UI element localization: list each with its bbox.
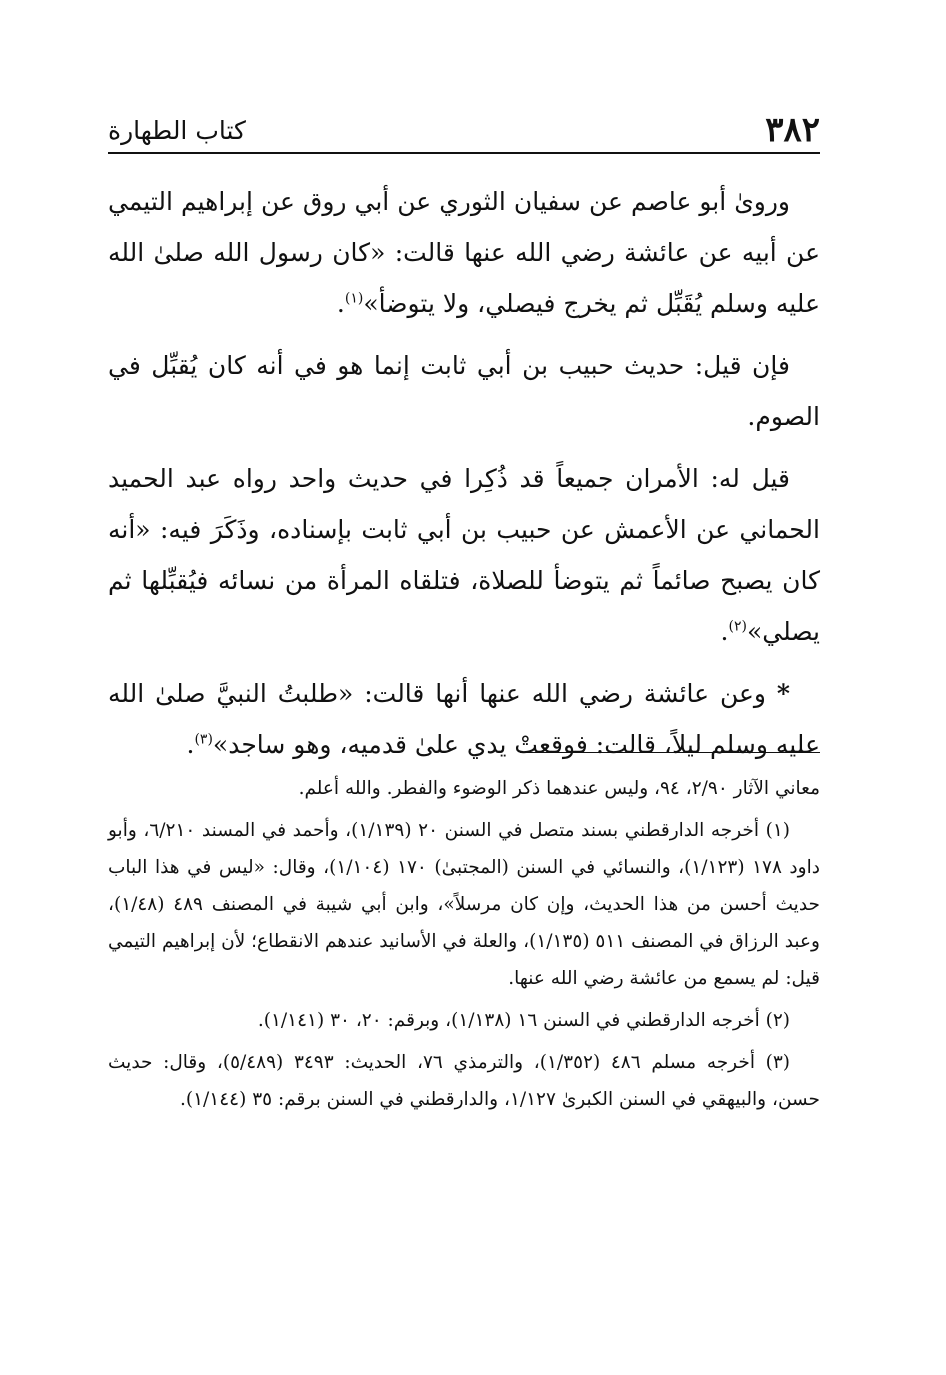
- footnote-marker: (٣): [194, 731, 213, 748]
- footnote-divider: [520, 752, 820, 753]
- paragraph-text: وعن عائشة رضي الله عنها أنها قالت: «طلبتُ النبيَّ صلىٰ الله عليه وسلم ليلاً، قالت: فوقعتْ يدي علىٰ قدميه، وهو ساجد»: [108, 679, 820, 759]
- page-header: [108, 104, 820, 154]
- footnote-marker: (١): [344, 290, 364, 307]
- paragraph: [108, 340, 820, 442]
- paragraph-text: ورویٰ أبو عاصم عن سفيان الثوري عن أبي روق عن إبراهيم التيمي عن أبيه عن عائشة رضي الله عنها قالت: «كان رسول الله صلىٰ الله عليه وسلم يُقَبِّل ثم يخرج فيصلي، ولا يتوضأ»: [108, 187, 820, 318]
- footnote-2: (٢) أخرجه الدارقطني في السنن ١٦ (١/١٣٨)، وبرقم: ٢٠، ٣٠ (١/١٤١).: [257, 1010, 790, 1031]
- footnote-continuation: معاني الآثار ٢/٩٠، ٩٤، وليس عندهما ذكر الوضوء والفطر. والله أعلم.: [298, 778, 820, 799]
- paragraph: [108, 176, 820, 329]
- footnotes: [108, 770, 820, 1123]
- paragraph-end: .: [186, 730, 195, 759]
- page-number: ٣٨٢: [765, 110, 820, 150]
- footnote-3: (٣) أخرجه مسلم ٤٨٦ (١/٣٥٢)، والترمذي ٧٦، الحديث: ٣٤٩٣ (٥/٤٨٩)، وقال: حديث حسن، والبيهقي في السنن الكبرىٰ ١/١٢٧، والدارقطني في السنن برقم: ٣٥ (١/١٤٤).: [108, 1052, 820, 1110]
- main-text: [108, 176, 820, 781]
- paragraph: [108, 453, 820, 657]
- asterisk-marker: *: [776, 679, 790, 708]
- paragraph-end: .: [720, 617, 729, 646]
- paragraph: [108, 668, 820, 770]
- paragraph-text: قيل له: الأمران جميعاً قد ذُكِرا في حديث واحد رواه عبد الحميد الحماني عن الأعمش عن حبيب بن أبي ثابت بإسناده، وذَكَرَ فيه: «أنه كان يصبح صائماً ثم يتوضأ للصلاة، فتلقاه المرأة من نسائه فيُقبِّلها ثم يصلي»: [108, 464, 820, 646]
- footnote-1: (١) أخرجه الدارقطني بسند متصل في السنن ٢٠ (١/١٣٩)، وأحمد في المسند ٦/٢١٠، وأبو داود ١٧٨ (١/١٢٣)، والنسائي في السنن (المجتبىٰ) ١٧٠ (١/١٠٤)، وقال: «ليس في هذا الباب حديث أحسن من هذا الحديث، وإن كان مرسلاً»، وابن أبي شيبة في المصنف ٤٨٩ (١/٤٨)، وعبد الرزاق في المصنف ٥١١ (١/١٣٥)، والعلة في الأسانيد عندهم الانقطاع؛ لأن إبراهيم التيمي قيل: لم يسمع من عائشة رضي الله عنها.: [108, 820, 820, 989]
- paragraph-text: فإن قيل: حديث حبيب بن أبي ثابت إنما هو في أنه كان يُقبِّل في الصوم.: [108, 351, 820, 431]
- footnote-marker: (٢): [728, 618, 747, 635]
- paragraph-end: .: [336, 289, 345, 318]
- running-title: كتاب الطهارة: [108, 116, 246, 145]
